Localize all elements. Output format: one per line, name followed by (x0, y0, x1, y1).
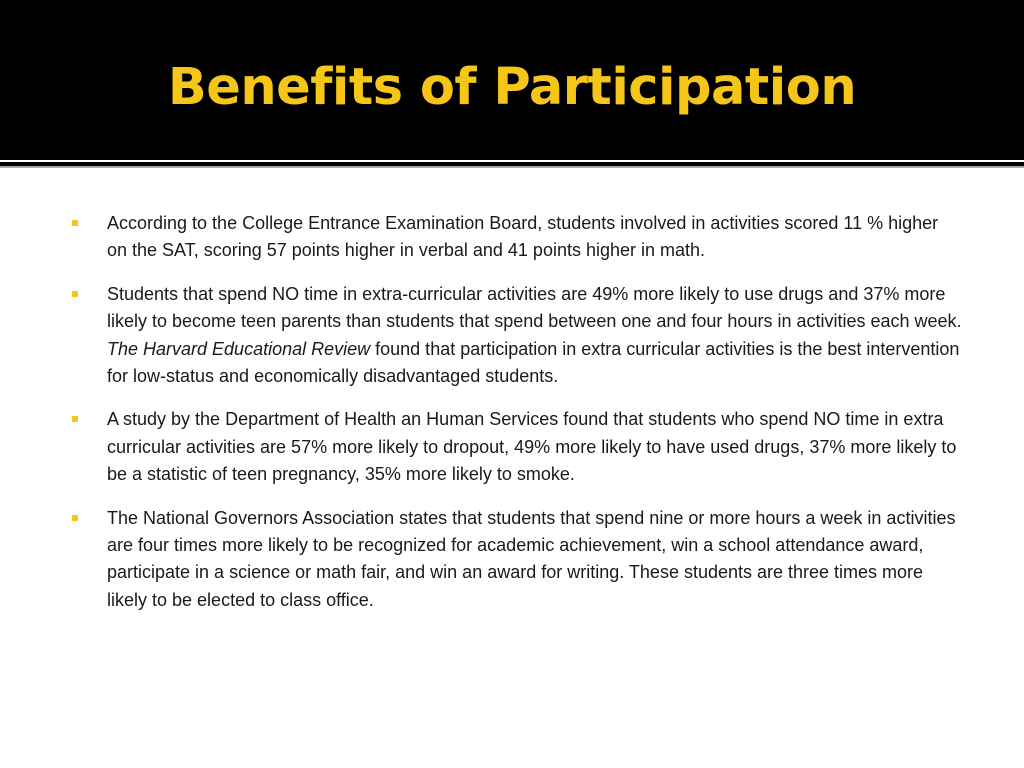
bullet-list (72, 210, 962, 630)
square-bullet-icon (72, 220, 78, 226)
bullet-item-governors-association (72, 505, 962, 615)
title-band (0, 0, 1024, 160)
bullet-text: A study by the Department of Health an Human Services found that students who spend NO time in extra curricular activities are 57% more likely to dropout, 49% more likely to have used drugs, 37% more likely to be a statistic of teen pregnancy, 35% more likely to smoke. (107, 409, 957, 485)
square-bullet-icon (72, 416, 78, 422)
bullet-text (107, 284, 962, 386)
square-bullet-icon (72, 515, 78, 521)
bullet-item-no-time-risks (72, 281, 962, 391)
slide-title: Benefits of Participation (167, 58, 857, 117)
bullet-item-sat-scores (72, 210, 962, 265)
bullet-text: The National Governors Association states that students that spend nine or more hours a week in activities are four times more likely to be recognized for academic achievement, win a school attendance award, participate in a science or math fair, and win an award for writing. These students are three times more likely to be elected to class office. (107, 507, 956, 610)
square-bullet-icon (72, 291, 78, 297)
publication-title: The Harvard Educational Review (107, 338, 371, 359)
content-area (0, 168, 1024, 768)
bullet-text: According to the College Entrance Examination Board, students involved in activities scored 11 % higher on the SAT, scoring 57 points higher in verbal and 41 points higher in math. (107, 213, 939, 261)
bullet-text-segment: found that participation in extra curricular activities is the best intervention for low-status and economically disadvantaged students. (107, 338, 960, 387)
bullet-item-hhs-study (72, 406, 962, 488)
bullet-text-segment: Students that spend NO time in extra-curricular activities are 49% more likely to use drugs and 37% more likely to become teen parents than students that spend between one and four hours in activities each week. (107, 283, 962, 332)
